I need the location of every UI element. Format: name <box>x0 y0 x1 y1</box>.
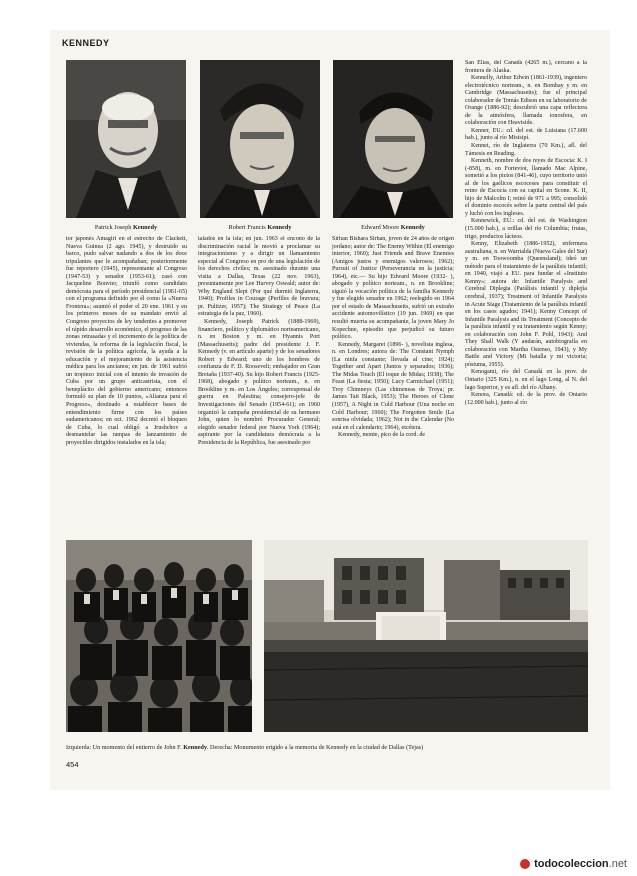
page-number: 454 <box>66 760 79 769</box>
text-column-1: tor japonés Amagiri en el estrecho de Clackett, Nueva Guinea (2 ago. 1945), y destruido su barco, pudo salvar nadando a dos de los doce tripulantes que le acompañaban; posteriormente fue reportero (1945), representante al Congreso (1947-53) y senador (1953-61); casó con Jacqueline Bouvier, triunfó como candidato demócrata para el período presidencial (1961-65) con el programa definido por él como la «Nueva Frontera»; asumió el poder el 20 ene. 1961 y en los primeros meses de su mandato envió al Congreso proyectos de ley tendentes a promover el rápido desarrollo económico, el progreso de las zonas retrasadas y el incremento de la política de viviendas, la reforma de la legislación fiscal, la revisión de la política agrícola, la ayuda a la educación y el mejoramiento de la asistencia médica para los ancianos; en jun. de 1961 sufrió un tropiezo inicial con el intento de invasión de Cuba por un grupo anticastrista, con el beneplácito del gobierno americano; entonces formuló su plan de 10 puntos, «Alianza para el Progreso», destinado a establecer bases de entendimiento firme con los países sudamericanos; en oct. 1962 decretó el bloqueo de Cuba, lo cual obligó a Jrushchov a desmantelar las rampas de lanzamiento de proyectiles dirigidos instalados en la isla; <box>66 236 187 446</box>
watermark-logo-icon <box>520 859 530 869</box>
entry-kenora: Kenora, Canadá: cd. de la prov. de Ontario (12.000 hab.), junto al río <box>465 392 587 406</box>
entry-kennelly: Kennelly, Arthur Edwin (1861-1939), ingeniero electrotécnico norteam., n. en Bombay y m. en Cambridge (Massachusetts); fue el principal colaborador de Tomás Edison en su laboratorio de Orange (1886-92); descubrió una capa reflectora de la atmósfera, llamada ionosfera, en colaboración con Heaviside. <box>465 75 587 127</box>
entry-kennet: Kennet, río de Inglaterra (70 Km.), afl. del Támesis en Reading. <box>465 143 587 157</box>
portrait-caption: Edward Moore Kennedy <box>361 224 425 231</box>
entry-monte: Kennedy, monte, pico de la cord. de <box>338 432 426 439</box>
page-header-title: KENNEDY <box>62 38 110 48</box>
entry-kennewick: Kennewick, EU.: cd. del est. de Washington (15.000 hab.), a orillas del río Columbia; frutas, trigo, productos lácteos. <box>465 218 587 240</box>
photo-funeral <box>66 540 252 732</box>
entry-kenneth: Kenneth, nombre de dos reyes de Escocia: K. I (-858), m. en Forteviot, llamado Mac Alpine, sometió a los pictos (841-46), cuyo territorio unió al de los gaélicos escoceses para constituir el reino de Escocia con su capital en Scone. K. II, hijo de Malcolm I; reinó de 971 a 995; consolidó el dominio escocés sobre la parte central del país y luchó con los ingleses. <box>465 158 587 217</box>
entry-kenogami: Kenogami, río del Canadá en la prov. de Ontario (325 Km.), n. en el lago Long, al N. del lago Superior, y es afl. del río Albany. <box>465 369 587 391</box>
portrait-edward-moore <box>333 60 453 218</box>
entry-kenny: Kenny, Elizabeth (1886-1952), enfermera australiana, n. en Warrialda (Nueva Gales del Sur) y m. en Toowoomba (Queensland); ideó un método para el tratamiento de la parálisis infantil; en 1940, viajó a EU. para fundar el «Instituto Kenny»; autora de: Infantile Paralysis and Cerebral Diplegia (Parálisis infantil y diplejía cerebral, 1937); Treatment of Infantile Paralysis in Acute Stage (Tratamiento de la parálisis infantil en los casos agudos; 1941); Kenny Concept of Infantile Paralysis and its Treatment (Concepto de la parálisis infantil y su tratamiento según Kenny; en colaboración con John F. Pohl, 1943); And They Shall Walk (Y andarán, autobiografía en colaboración con Martha Ostenso, 1943), y My Battle and Victory (Mi batalla y mi victoria; póstuma, 1955). <box>465 241 587 368</box>
photos-caption: Izquierda: Un momento del entierro de John F. Kennedy. Derecha: Monumento erigido a la memoria de Kennedy en la ciudad de Dallas (Tejas) <box>66 744 424 751</box>
portrait-caption: Robert Francis Kennedy <box>228 224 292 231</box>
entry-kenner: Kenner, EU.: cd. del est. de Luisiana (17.600 hab.), junto al río Misisipí. <box>465 127 587 142</box>
portrait-caption: Patrick Joseph Kennedy <box>94 224 158 231</box>
portrait-robert-francis <box>200 60 320 218</box>
entry-joseph-patrick: Kennedy, Joseph Patrick (1888-1969), financiero, político y diplomático norteamericano, n. en Boston y m. en Hyannis Port (Massachusetts); padre del presidente J. F. Kennedy (v. en artículo aparte) y de los senadores Robert y Edward; uno de los hombres de confianza de F. D. Roosevelt; embajador en Gran Bretaña (1937-40). Su hijo Robert Francis (1925-1968), abogado y político norteam., n. en Brookline y m. en Los Ángeles; corresponsal de guerra en Palestina; consejero-jefe de Investigaciones del Senado (1954-61); en 1960 organizó la campaña presidencial de su hermano John, quien lo nombró Procurador General; elegido senador federal por Nueva York (1964); aspirante por la candidatura demócrata a la Presidencia de la República, fue asesinado por <box>198 319 320 446</box>
watermark: todocoleccion.net <box>520 858 627 870</box>
portrait-patrick-joseph <box>66 60 186 218</box>
text-column-4: San Elías, del Canadá (4265 m.), cercano a la frontera de Alaska. Kennelly, Arthur Edwin (1861-1939), ingeniero electrotécnico norteam., n. en Bombay y m. en Cambridge (Massachusetts); fue el principal colaborador de Tomás Edison en su laboratorio de Orange (1886-92); descubrió una capa reflectora de la atmósfera, llamada ionosfera, en colaboración con Heaviside. Kenner, EU.: cd. del est. de Luisiana (17.600 hab.), junto al río Misisipí. Kennet, río de Inglaterra (70 Km.), afl. del Támesis en Reading. Kenneth, nombre de dos reyes de Escocia: K. I (-858), m. en Forteviot, llamado Mac Alpine, sometió a los pictos (841-46), cuyo territorio unió al de los gaélicos escoceses para constituir el reino de Escocia con su capital en Scone. K. II, hijo de Malcolm I; reinó de 971 a 995; consolidó el dominio escocés sobre la parte central del país y luchó con los ingleses. Kennewick, EU.: cd. del est. de Washington (15.000 hab.), a orillas del río Columbia; frutas, trigo, productos lácteos. Kenny, Elizabeth (1886-1952), enfermera australiana, n. en Warrialda (Nueva Gales del Sur) y m. en Toowoomba (Queensland); ideó un método para el tratamiento de la parálisis infantil; en 1940, viajó a EU. para fundar el «Instituto Kenny»; autora de: Infantile Paralysis and Cerebral Diplegia (Parálisis infantil y diplejía cerebral, 1937); Treatment of Infantile Paralysis in Acute Stage (Tratamiento de la parálisis infantil en los casos agudos; 1941); Kenny Concept of Infantile Paralysis and its Treatment (Concepto de la parálisis infantil y su tratamiento según Kenny; en colaboración con John F. Pohl, 1943); And They Shall Walk (Y andarán, autobiografía en colaboración con Martha Ostenso, 1943), y My Battle and Victory (Mi batalla y mi victoria; póstuma, 1955). Kenogami, río del Canadá en la prov. de Ontario (325 Km.), n. en el lago Long, al N. del lago Superior, y es afl. del río Albany. Kenora, Canadá: cd. de la prov. de Ontario (12.000 hab.), junto al río <box>465 60 587 406</box>
text-column-3: Sirhan Bishara Sirhan, joven de 24 años de origen jordano; autor de: The Enemy Within (El enemigo interior, 1960); Just Friends and Brave Enemies (Amigos justos y enemigos valerosos; 1962); Pursuit of Justice (Perseverancia en la justicia; 1964), etc.— Su hijo Edward Moore (1932- ), abogado y político norteam., n. en Brookline; siguió la vocación política de la familia Kennedy y fue elegido senador en 1962; reelegido en 1964 por el estado de Massachusetts, sufrió un extraño accidente automovilístico (19 jun. 1969) en que resultó muerta su acompañante, la joven Mary Jo Kopechne, episodio que perjudicó su futuro político. Kennedy, Margaret (1896- ), novelista inglesa, n. en Londres; autora de: The Constant Nymph (La ninfa constante; llevada al cine; 1924); Together and Apart (Juntos y separados; 1936); The Midas Touch (El toque de Midas; 1938); The Feast (La fiesta; 1950); Lucy Carmichael (1951); Troy Chimneys (Las chimeneas de Troya; pr. James Tait Black, 1953); The Heroes of Clone (1957), A Night in Cold Harbour (Una noche en Cold Harbour; 1960); The Forgotten Smile (La sonrisa olvidada; 1962); Not in the Calendar (No está en el calendario; 1964), etcétera. Kennedy, monte, pico de la cord. de <box>332 236 454 439</box>
entry-margaret: Kennedy, Margaret (1896- ), novelista inglesa, n. en Londres; autora de: The Constant Nymph (La ninfa constante; llevada al cine; 1924); Together and Apart (Juntos y separados; 1936); The Midas Touch (El toque de Midas; 1938); The Feast (La fiesta; 1950); Lucy Carmichael (1951); Troy Chimneys (Las chimeneas de Troya; pr. James Tait Black, 1953); The Heroes of Clone (1957), A Night in Cold Harbour (Una noche en Cold Harbour; 1960); The Forgotten Smile (La sonrisa olvidada; 1962); Not in the Calendar (No está en el calendario; 1964), etcétera. <box>332 341 454 431</box>
text-column-2: talados en la isla; en jun. 1963 el encono de la discriminación racial le movió a proclamar su integracionismo y a dirigir un llamamiento especial al Congreso en pro de una legislación de los derechos civiles; m. asesinado durante una visita a Dallas, Texas (22 nov. 1963), presuntamente por Lee Harvey Oswald; autor de: Why England Slept (Por qué durmió Inglaterra, 1940); Profiles in Courage (Perfiles de bravura; pr. Pulitzer, 1957); The Strategy of Peace (La estrategia de la paz, 1960). Kennedy, Joseph Patrick (1888-1969), financiero, político y diplomático norteamericano, n. en Boston y m. en Hyannis Port (Massachusetts); padre del presidente J. F. Kennedy (v. en artículo aparte) y de los senadores Robert y Edward; uno de los hombres de confianza de F. D. Roosevelt; embajador en Gran Bretaña (1937-40). Su hijo Robert Francis (1925-1968), abogado y político norteam., n. en Brookline y m. en Los Ángeles; corresponsal de guerra en Palestina; consejero-jefe de Investigaciones del Senado (1954-61); en 1960 organizó la campaña presidencial de su hermano John, quien lo nombró Procurador General; elegido senador federal por Nueva York (1964); aspirante por la candidatura demócrata a la Presidencia de la República, fue asesinado por <box>198 236 320 446</box>
photo-dallas-memorial <box>264 540 588 732</box>
